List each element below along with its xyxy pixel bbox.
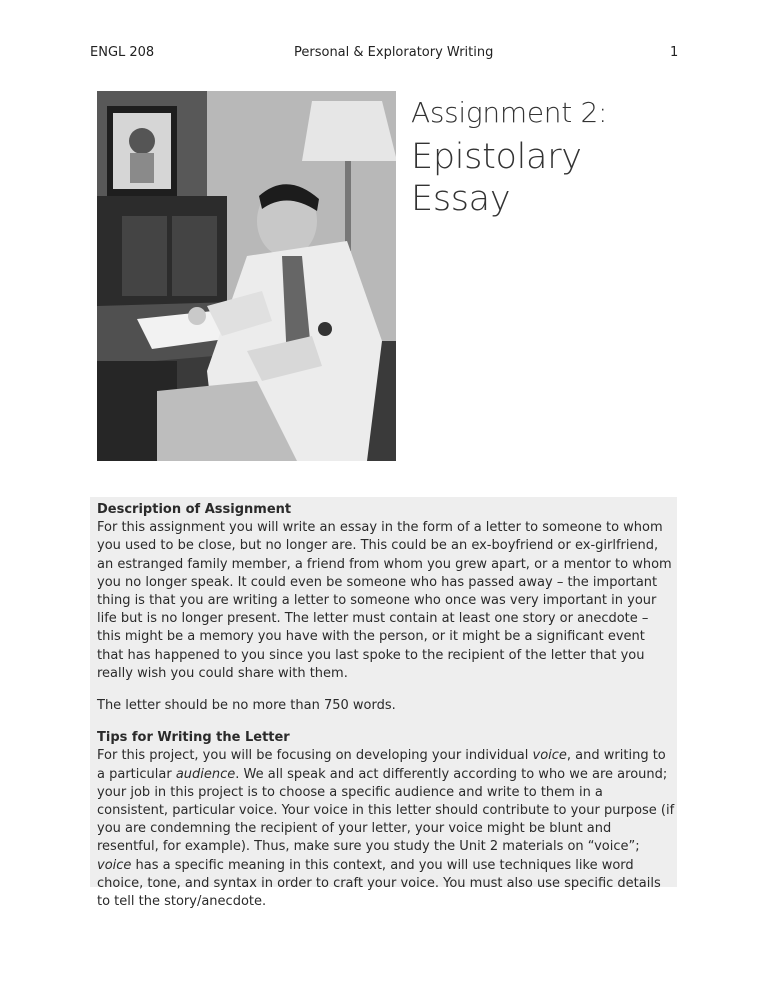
- tips-text: . We all speak and act differently according to who we are around; your job in this project is to choose a specific audience and write to them in a consistent, particular voice. Your voice in this letter should contribute to your purpose (if you are condemning the recipient of your letter, your voice might be blunt and resentful, for example). Thus, make sure you study the Unit 2 materials on “voice”;: [97, 766, 675, 855]
- course-code: ENGL 208: [90, 45, 155, 60]
- word-limit-note: The letter should be no more than 750 words.: [97, 698, 396, 714]
- tips-text: For this project, you will be focusing on developing your individual: [97, 748, 533, 764]
- tips-voice-emphasis: voice: [532, 748, 567, 764]
- tips-text: has a specific meaning in this context, and you will use techniques like word choice, tone, and syntax in order to craft your voice. You must also use specific details to tell the story/anecdote.: [97, 857, 661, 910]
- assignment-title: [411, 92, 671, 220]
- course-title: Personal & Exploratory Writing: [294, 45, 494, 60]
- tips-body: [97, 747, 675, 911]
- man-writing-letter-photo: [97, 91, 396, 461]
- tips-audience-emphasis: audience: [175, 766, 236, 782]
- description-body: For this assignment you will write an essay in the form of a letter to someone to whom you used to be close, but no longer are. This could be an ex-boyfriend or ex-girlfriend, an estranged family member, a friend from whom you grew apart, or a mentor to whom you no longer speak. It could even be someone who has passed away – the important thing is that you are writing a letter to someone who once was very important in your life but is no longer present. The letter must contain at least one story or anecdote – this might be a memory you have with the person, or it might be a significant event that has happened to you since you last spoke to the recipient of the letter that you really wish you could share with them.: [97, 520, 672, 681]
- page-number: 1: [670, 45, 679, 60]
- description-heading: Description of Assignment: [97, 502, 292, 517]
- assignment-details-box: [90, 497, 677, 910]
- title-line-1: Assignment 2:: [411, 96, 608, 129]
- tips-heading: Tips for Writing the Letter: [97, 730, 290, 746]
- tips-text: , and writing to a particular: [97, 748, 666, 782]
- tips-voice-emphasis: voice: [97, 857, 132, 873]
- title-line-2: Epistolary: [411, 137, 582, 177]
- title-line-3: Essay: [411, 179, 511, 219]
